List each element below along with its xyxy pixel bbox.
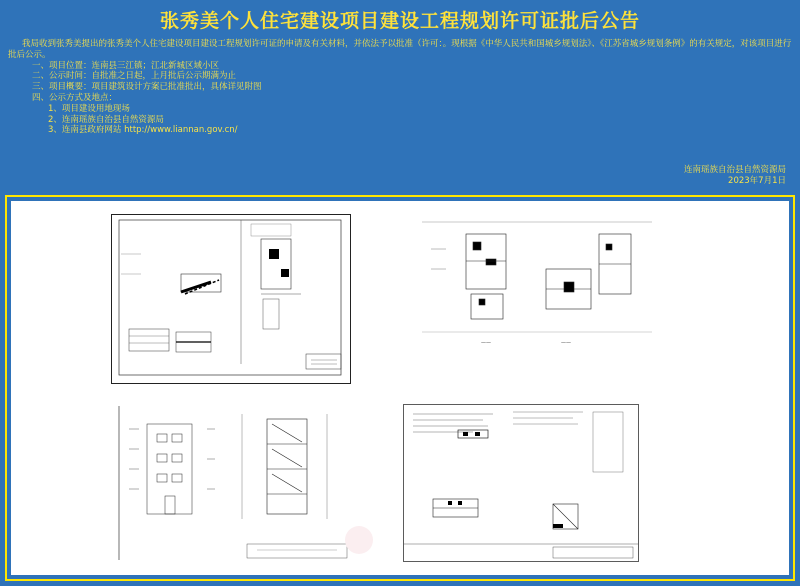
drawings-paper bbox=[11, 201, 789, 575]
signature-org: 连南瑶族自治县自然资源局 bbox=[683, 165, 786, 175]
drawings-frame bbox=[5, 195, 795, 581]
notice-body bbox=[8, 39, 792, 136]
drawing-sheet-floor-plans[interactable] bbox=[421, 214, 653, 384]
notice-sub-item: 1、项目建设用地现场 bbox=[48, 103, 130, 114]
signature-block bbox=[684, 165, 786, 187]
notice-item: 二、公示时间：自批准之日起，上月批后公示期满为止 bbox=[32, 71, 237, 82]
drawing-sheet-elevations[interactable] bbox=[117, 404, 355, 562]
notice-item: 四、公示方式及地点： bbox=[32, 92, 118, 103]
notice-sub-item: 2、连南瑶族自治县自然资源局 bbox=[48, 114, 164, 125]
notice-website-link[interactable]: 3、连南县政府网站 http://www.liannan.gov.cn/ bbox=[48, 125, 238, 136]
svg-text:——: —— bbox=[481, 340, 491, 346]
drawing-sheet-details[interactable] bbox=[403, 404, 639, 562]
notice-item: 一、项目位置：连南县三江镇；江北新城区域小区 bbox=[32, 60, 220, 71]
page-title: 张秀美个人住宅建设项目建设工程规划许可证批后公告 bbox=[159, 10, 640, 32]
stamp-mark bbox=[345, 526, 373, 554]
drawing-sheet-site-plan[interactable] bbox=[111, 214, 351, 384]
signature-date: 2023年7月1日 bbox=[728, 176, 786, 186]
notice-intro: 我局收到张秀美提出的张秀美个人住宅建设项目建设工程规划许可证的申请及有关材料，并依法予以批准（许可：。现根据《中华人民共和国城乡规划法》、《江苏省城乡规划条例》的有关规定，对该项目进行批后公示。 bbox=[8, 39, 792, 60]
svg-text:——: —— bbox=[561, 340, 571, 346]
notice-item: 三、项目概要：项目建筑设计方案已批准批出，具体详见附图 bbox=[32, 82, 262, 93]
